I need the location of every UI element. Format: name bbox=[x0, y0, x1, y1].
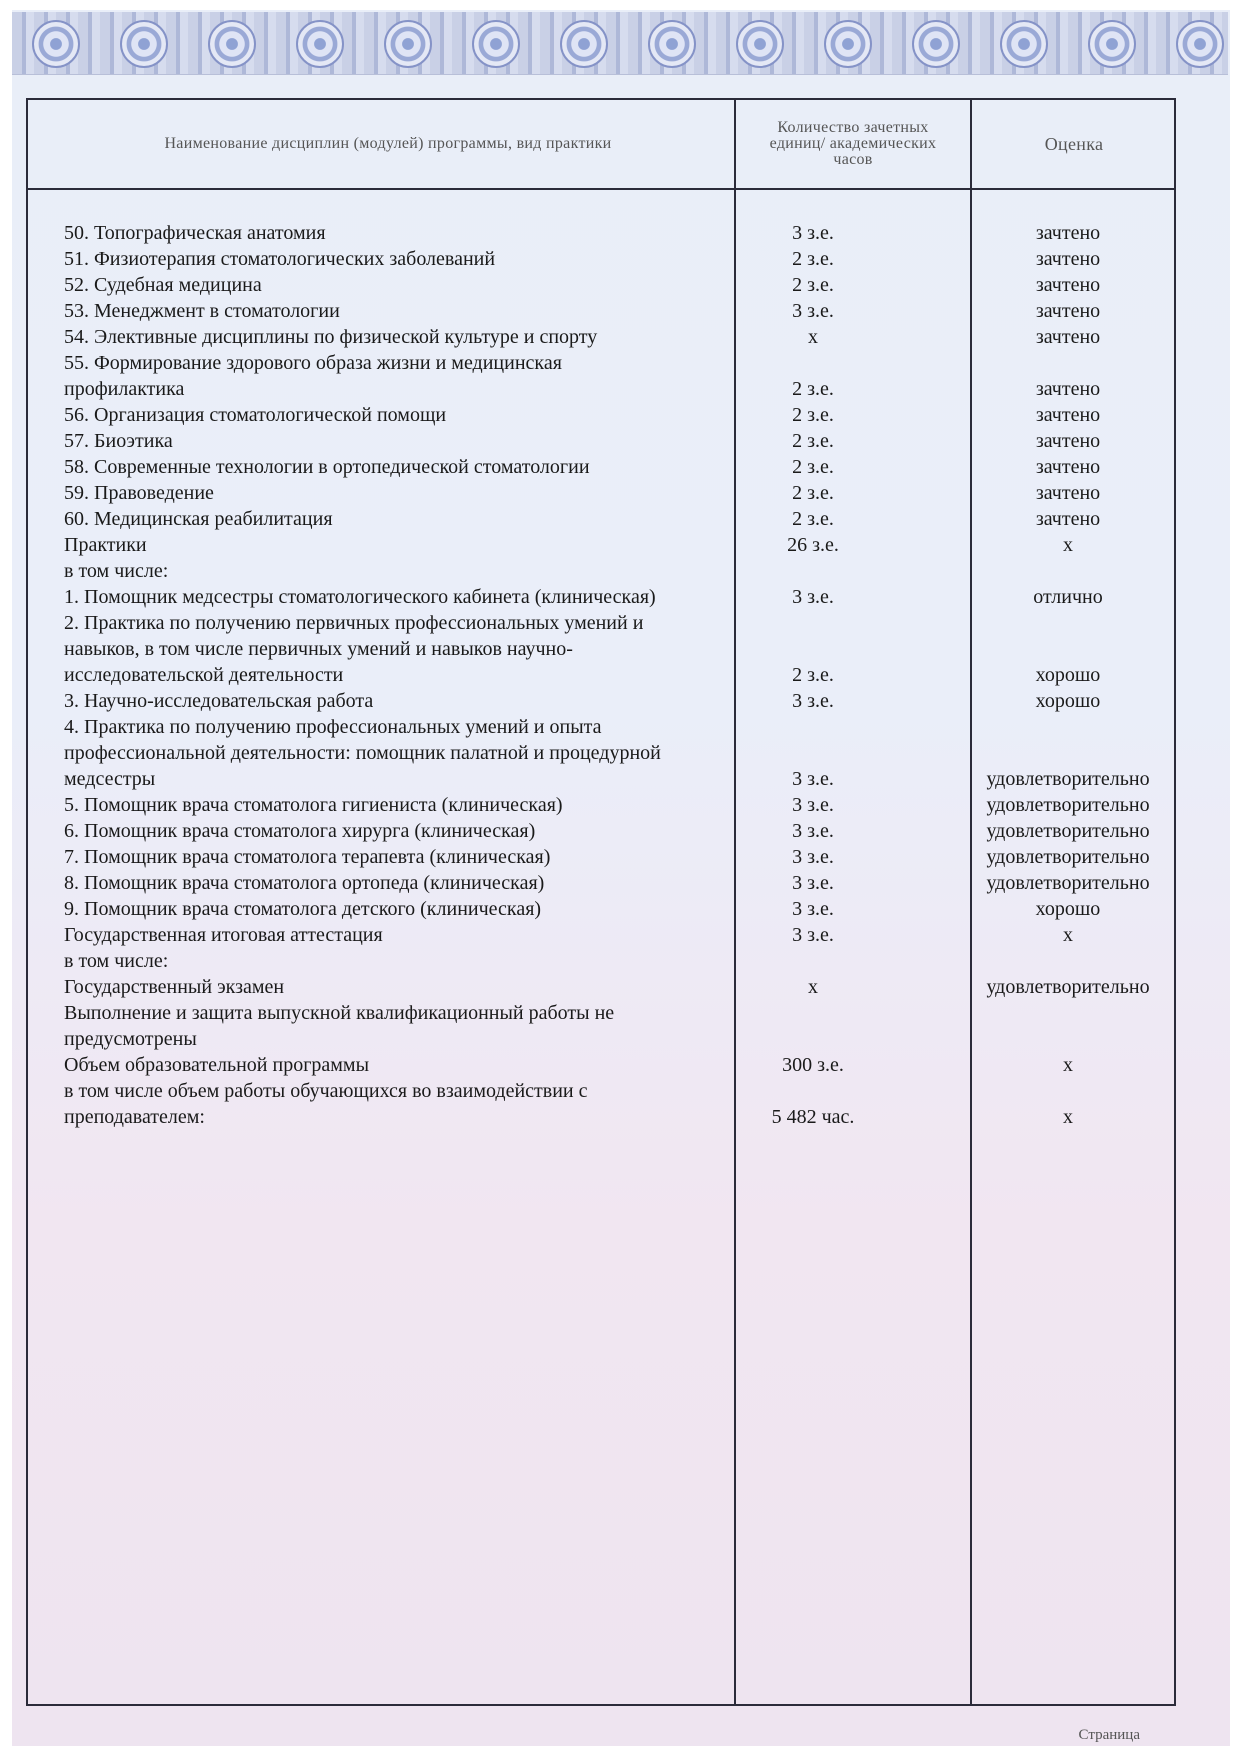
credit-value: 5 482 час. bbox=[771, 1106, 855, 1128]
grade-value: удовлетворительно bbox=[986, 872, 1150, 894]
table-row bbox=[28, 714, 1174, 792]
discipline-name: 59. Правоведение bbox=[64, 482, 214, 504]
ornament-icon bbox=[1176, 20, 1224, 68]
table-row bbox=[28, 584, 1174, 610]
header-divider bbox=[28, 188, 1174, 190]
grade-value: хорошо bbox=[1035, 664, 1101, 686]
security-ornament-band bbox=[12, 12, 1228, 75]
credit-value: 3 з.е. bbox=[792, 924, 834, 946]
credit-value: 3 з.е. bbox=[792, 222, 834, 244]
grades-table bbox=[26, 98, 1176, 1706]
grade-value: х bbox=[1063, 534, 1073, 556]
discipline-name: Практики bbox=[64, 534, 147, 556]
discipline-name: 56. Организация стоматологической помощи bbox=[64, 404, 447, 426]
discipline-name: 52. Судебная медицина bbox=[64, 274, 262, 296]
table-row bbox=[28, 454, 1174, 480]
table-row bbox=[28, 922, 1174, 948]
discipline-name: в том числе: bbox=[64, 950, 169, 972]
credit-value: 3 з.е. bbox=[792, 794, 834, 816]
table-row bbox=[28, 792, 1174, 818]
discipline-name: 58. Современные технологии в ортопедической стоматологии bbox=[64, 456, 590, 478]
discipline-name: 60. Медицинская реабилитация bbox=[64, 508, 333, 530]
discipline-name: 4. Практика по получению профессиональных умений и опыта профессиональной деятельности: помощник палатной и процедурной медсестры bbox=[64, 716, 661, 790]
discipline-name: в том числе объем работы обучающихся во взаимодействии с преподавателем: bbox=[64, 1080, 588, 1128]
header-discipline: Наименование дисциплин (модулей) программы, вид практики bbox=[164, 135, 612, 152]
table-row bbox=[28, 974, 1174, 1000]
credit-value: 3 з.е. bbox=[792, 872, 834, 894]
grade-value: зачтено bbox=[1035, 300, 1101, 322]
grade-value: зачтено bbox=[1035, 326, 1101, 348]
grade-value: зачтено bbox=[1035, 430, 1101, 452]
credit-value: 2 з.е. bbox=[792, 404, 834, 426]
grade-value: зачтено bbox=[1035, 274, 1101, 296]
grade-value: удовлетворительно bbox=[986, 794, 1150, 816]
credit-value: 300 з.е. bbox=[782, 1054, 844, 1076]
discipline-name: 53. Менеджмент в стоматологии bbox=[64, 300, 340, 322]
table-row bbox=[28, 506, 1174, 532]
discipline-name: 3. Научно-исследовательская работа bbox=[64, 690, 374, 712]
table-row bbox=[28, 688, 1174, 714]
discipline-name: 9. Помощник врача стоматолога детского (клиническая) bbox=[64, 898, 542, 920]
ornament-icon bbox=[472, 20, 520, 68]
ornament-icon bbox=[824, 20, 872, 68]
ornament-icon bbox=[1000, 20, 1048, 68]
discipline-name: Государственная итоговая аттестация bbox=[64, 924, 383, 946]
ornament-icon bbox=[560, 20, 608, 68]
table-row bbox=[28, 428, 1174, 454]
grade-value: удовлетворительно bbox=[986, 820, 1150, 842]
discipline-name: Выполнение и защита выпускной квалификационный работы не предусмотрены bbox=[64, 1002, 615, 1050]
credit-value: 2 з.е. bbox=[792, 508, 834, 530]
grade-value: удовлетворительно bbox=[986, 846, 1150, 868]
table-row bbox=[28, 844, 1174, 870]
discipline-name: 8. Помощник врача стоматолога ортопеда (клиническая) bbox=[64, 872, 545, 894]
credit-value: 2 з.е. bbox=[792, 456, 834, 478]
table-row bbox=[28, 220, 1174, 246]
discipline-name: в том числе: bbox=[64, 560, 169, 582]
discipline-name: 51. Физиотерапия стоматологических заболеваний bbox=[64, 248, 496, 270]
grade-value: отлично bbox=[1033, 586, 1103, 608]
credit-value: 2 з.е. bbox=[792, 274, 834, 296]
grade-value: хорошо bbox=[1035, 690, 1101, 712]
discipline-name: 55. Формирование здорового образа жизни и медицинская профилактика bbox=[64, 352, 562, 400]
grade-value: зачтено bbox=[1035, 248, 1101, 270]
credit-value: х bbox=[808, 976, 818, 998]
table-row bbox=[28, 610, 1174, 688]
credit-value: 2 з.е. bbox=[792, 430, 834, 452]
header-grade: Оценка bbox=[1044, 134, 1104, 154]
credit-value: 26 з.е. bbox=[787, 534, 839, 556]
ornament-icon bbox=[32, 20, 80, 68]
table-row bbox=[28, 1052, 1174, 1078]
ornament-icon bbox=[1088, 20, 1136, 68]
ornament-icon bbox=[208, 20, 256, 68]
grade-value: зачтено bbox=[1035, 378, 1101, 400]
table-row bbox=[28, 246, 1174, 272]
grade-value: зачтено bbox=[1035, 456, 1101, 478]
table-row bbox=[28, 896, 1174, 922]
table-row bbox=[28, 532, 1174, 558]
discipline-name: 5. Помощник врача стоматолога гигиениста (клиническая) bbox=[64, 794, 563, 816]
table-row bbox=[28, 558, 1174, 584]
credit-value: 3 з.е. bbox=[792, 820, 834, 842]
table-row bbox=[28, 1078, 1174, 1130]
ornament-icon bbox=[384, 20, 432, 68]
credit-value: 3 з.е. bbox=[792, 768, 834, 790]
grade-value: удовлетворительно bbox=[986, 976, 1150, 998]
ornament-icon bbox=[648, 20, 696, 68]
ornament-icon bbox=[912, 20, 960, 68]
credit-value: 2 з.е. bbox=[792, 378, 834, 400]
table-row bbox=[28, 298, 1174, 324]
table-row bbox=[28, 1000, 1174, 1052]
table-row bbox=[28, 324, 1174, 350]
discipline-name: Государственный экзамен bbox=[64, 976, 285, 998]
table-body bbox=[28, 220, 1174, 1130]
discipline-name: 50. Топографическая анатомия bbox=[64, 222, 326, 244]
discipline-name: Объем образовательной программы bbox=[64, 1054, 370, 1076]
table-row bbox=[28, 948, 1174, 974]
credit-value: 3 з.е. bbox=[792, 846, 834, 868]
table-row bbox=[28, 350, 1174, 402]
grade-value: х bbox=[1063, 1054, 1073, 1076]
grade-value: хорошо bbox=[1035, 898, 1101, 920]
discipline-name: 54. Элективные дисциплины по физической культуре и спорту bbox=[64, 326, 598, 348]
credit-value: 3 з.е. bbox=[792, 586, 834, 608]
table-row bbox=[28, 402, 1174, 428]
credit-value: 3 з.е. bbox=[792, 690, 834, 712]
ornament-icon bbox=[120, 20, 168, 68]
grade-value: зачтено bbox=[1035, 404, 1101, 426]
ornament-icon bbox=[296, 20, 344, 68]
table-row bbox=[28, 818, 1174, 844]
credit-value: 3 з.е. bbox=[792, 300, 834, 322]
table-row bbox=[28, 480, 1174, 506]
credit-value: 3 з.е. bbox=[792, 898, 834, 920]
grade-value: х bbox=[1063, 924, 1073, 946]
ornament-icon bbox=[736, 20, 784, 68]
table-row bbox=[28, 272, 1174, 298]
discipline-name: 7. Помощник врача стоматолога терапевта (клиническая) bbox=[64, 846, 551, 868]
discipline-name: 2. Практика по получению первичных профессиональных умений и навыков, в том числе первичных умений и навыков научно-исследовательской деятельности bbox=[64, 612, 644, 686]
credit-value: 2 з.е. bbox=[792, 664, 834, 686]
credit-value: 2 з.е. bbox=[792, 482, 834, 504]
grade-value: х bbox=[1063, 1106, 1073, 1128]
grade-value: удовлетворительно bbox=[986, 768, 1150, 790]
grade-value: зачтено bbox=[1035, 222, 1101, 244]
discipline-name: 57. Биоэтика bbox=[64, 430, 173, 452]
credit-value: 2 з.е. bbox=[792, 248, 834, 270]
grade-value: зачтено bbox=[1035, 508, 1101, 530]
table-row bbox=[28, 870, 1174, 896]
credit-value: х bbox=[808, 326, 818, 348]
grade-value: зачтено bbox=[1035, 482, 1101, 504]
discipline-name: 1. Помощник медсестры стоматологического кабинета (клиническая) bbox=[64, 586, 656, 608]
page-label: Страница bbox=[1078, 1727, 1140, 1743]
header-credits: Количество зачетных единиц/ академических часов bbox=[769, 119, 937, 168]
discipline-name: 6. Помощник врача стоматолога хирурга (клиническая) bbox=[64, 820, 536, 842]
